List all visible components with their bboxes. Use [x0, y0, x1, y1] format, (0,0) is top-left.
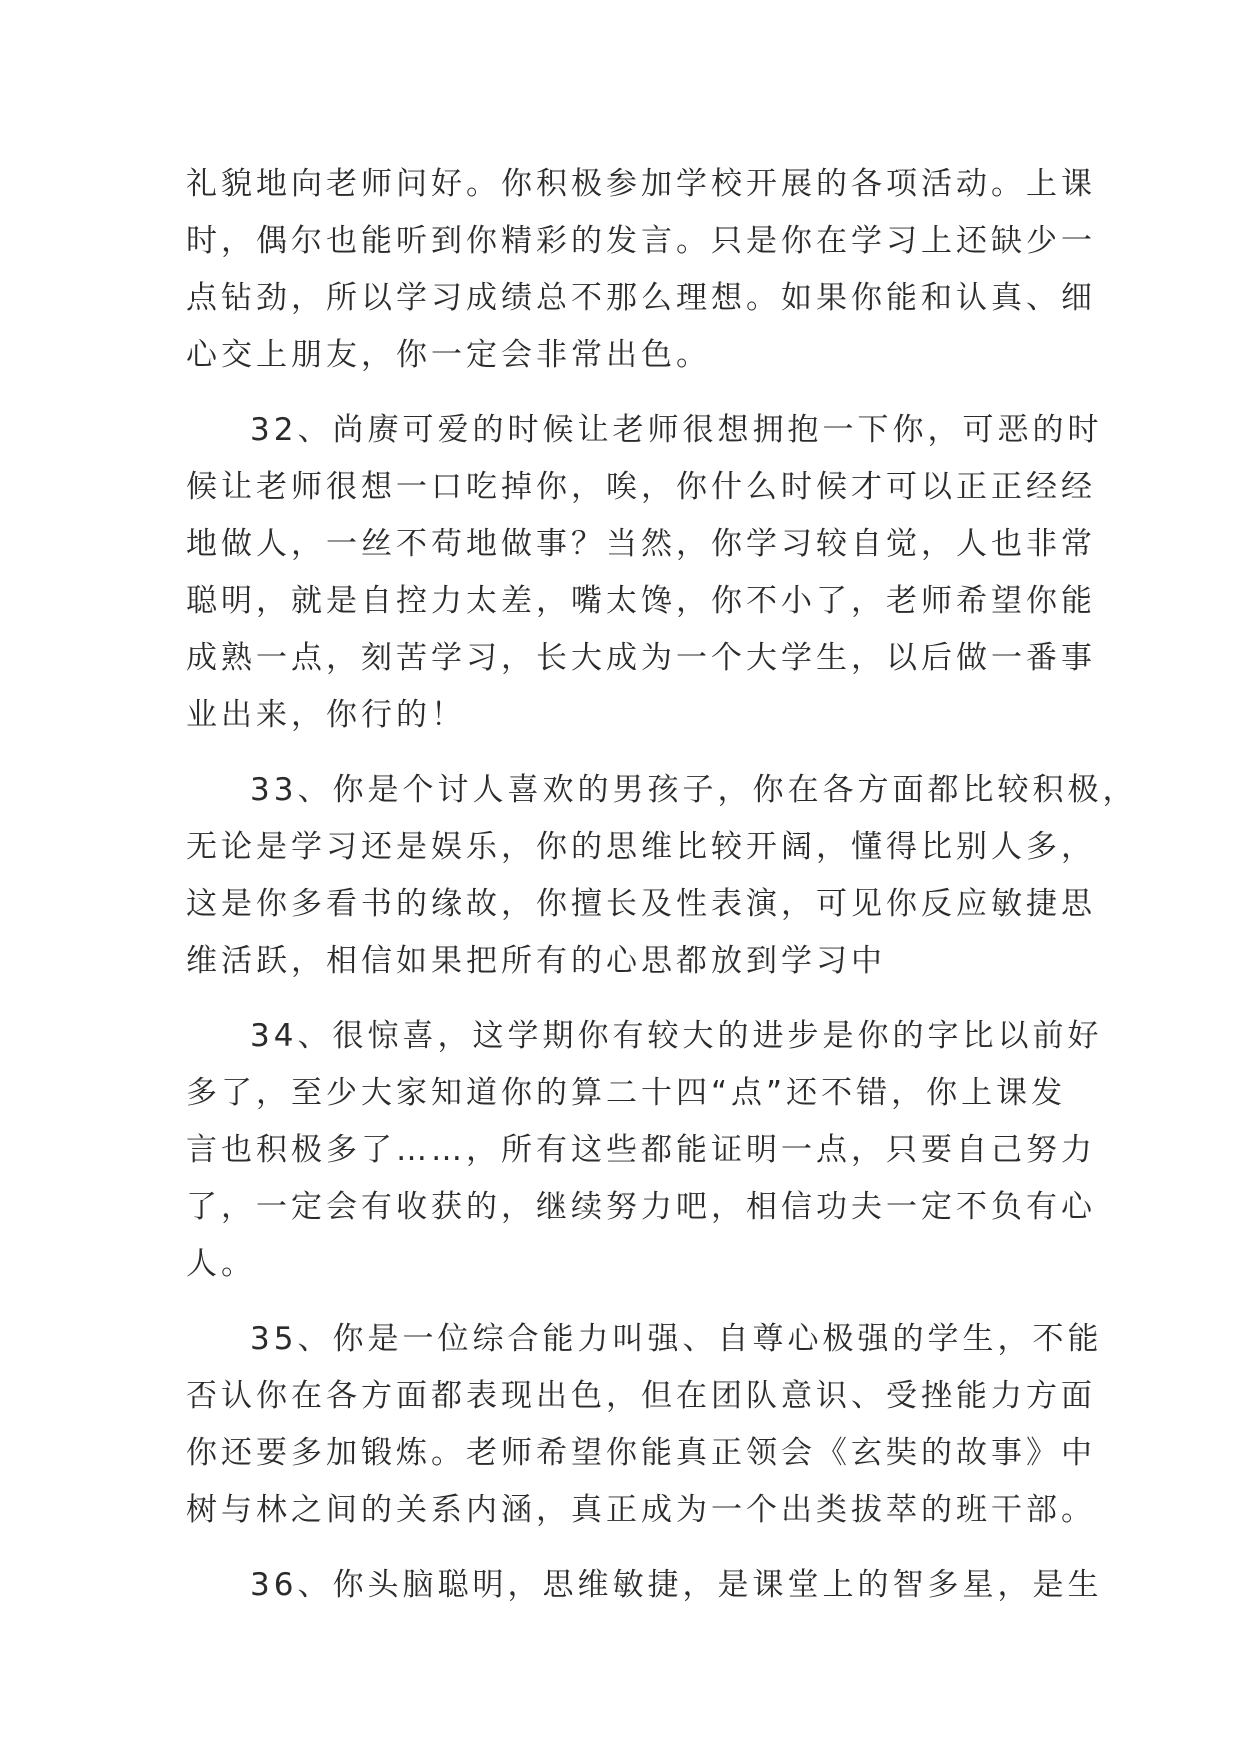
text-line: 你还要多加锻炼。老师希望你能真正领会《玄奘的故事》中	[186, 1435, 1096, 1471]
text-line: 言也积极多了……，所有这些都能证明一点，只要自己努力	[186, 1132, 1096, 1168]
text-line: 地做人，一丝不苟地做事？当然，你学习较自觉，人也非常	[186, 526, 1096, 562]
text-line: 维活跃，相信如果把所有的心思都放到学习中	[186, 943, 886, 979]
text-line: 成熟一点，刻苦学习，长大成为一个大学生，以后做一番事	[186, 640, 1096, 676]
text-line: 32、尚赓可爱的时候让老师很想拥抱一下你，可恶的时	[250, 412, 1103, 448]
text-line: 树与林之间的关系内涵，真正成为一个出类拔萃的班干部。	[186, 1492, 1096, 1528]
text-line: 36、你头脑聪明，思维敏捷，是课堂上的智多星，是生	[250, 1567, 1103, 1603]
text-line: 34、很惊喜，这学期你有较大的进步是你的字比以前好	[250, 1018, 1103, 1054]
text-line: 多了，至少大家知道你的算二十四“点”还不错，你上课发	[186, 1075, 1067, 1111]
paragraph-32	[186, 402, 1103, 744]
text-line: 否认你在各方面都表现出色，但在团队意识、受挫能力方面	[186, 1378, 1096, 1414]
text-line: 点钻劲，所以学习成绩总不那么理想。如果你能和认真、细	[186, 280, 1096, 316]
paragraph-31-continuation	[186, 156, 1096, 384]
text-line: 无论是学习还是娱乐，你的思维比较开阔，懂得比别人多，	[186, 829, 1096, 865]
paragraph-35	[186, 1311, 1103, 1539]
paragraph-spacer	[186, 990, 1066, 1008]
paragraph-spacer	[186, 384, 1066, 402]
text-line: 35、你是一位综合能力叫强、自尊心极强的学生，不能	[250, 1321, 1103, 1357]
text-line: 候让老师很想一口吃掉你，唉，你什么时候才可以正正经经	[186, 469, 1096, 505]
text-line: 人。	[186, 1246, 256, 1282]
paragraph-33	[186, 762, 1138, 990]
text-line: 了，一定会有收获的，继续努力吧，相信功夫一定不负有心	[186, 1189, 1096, 1225]
text-line: 业出来，你行的！	[186, 697, 466, 733]
text-line: 这是你多看书的缘故，你擅长及性表演，可见你反应敏捷思	[186, 886, 1096, 922]
paragraph-spacer	[186, 744, 1066, 762]
text-line: 心交上朋友，你一定会非常出色。	[186, 337, 711, 373]
text-line: 聪明，就是自控力太差，嘴太馋，你不小了，老师希望你能	[186, 583, 1096, 619]
paragraph-spacer	[186, 1539, 1066, 1557]
paragraph-36	[186, 1557, 1103, 1614]
text-line: 33、你是个讨人喜欢的男孩子，你在各方面都比较积极，	[250, 772, 1138, 808]
text-line: 礼貌地向老师问好。你积极参加学校开展的各项活动。上课	[186, 166, 1096, 202]
paragraph-34	[186, 1008, 1103, 1293]
text-line: 时，偶尔也能听到你精彩的发言。只是你在学习上还缺少一	[186, 223, 1096, 259]
paragraph-spacer	[186, 1293, 1066, 1311]
document-body	[186, 156, 1138, 1614]
